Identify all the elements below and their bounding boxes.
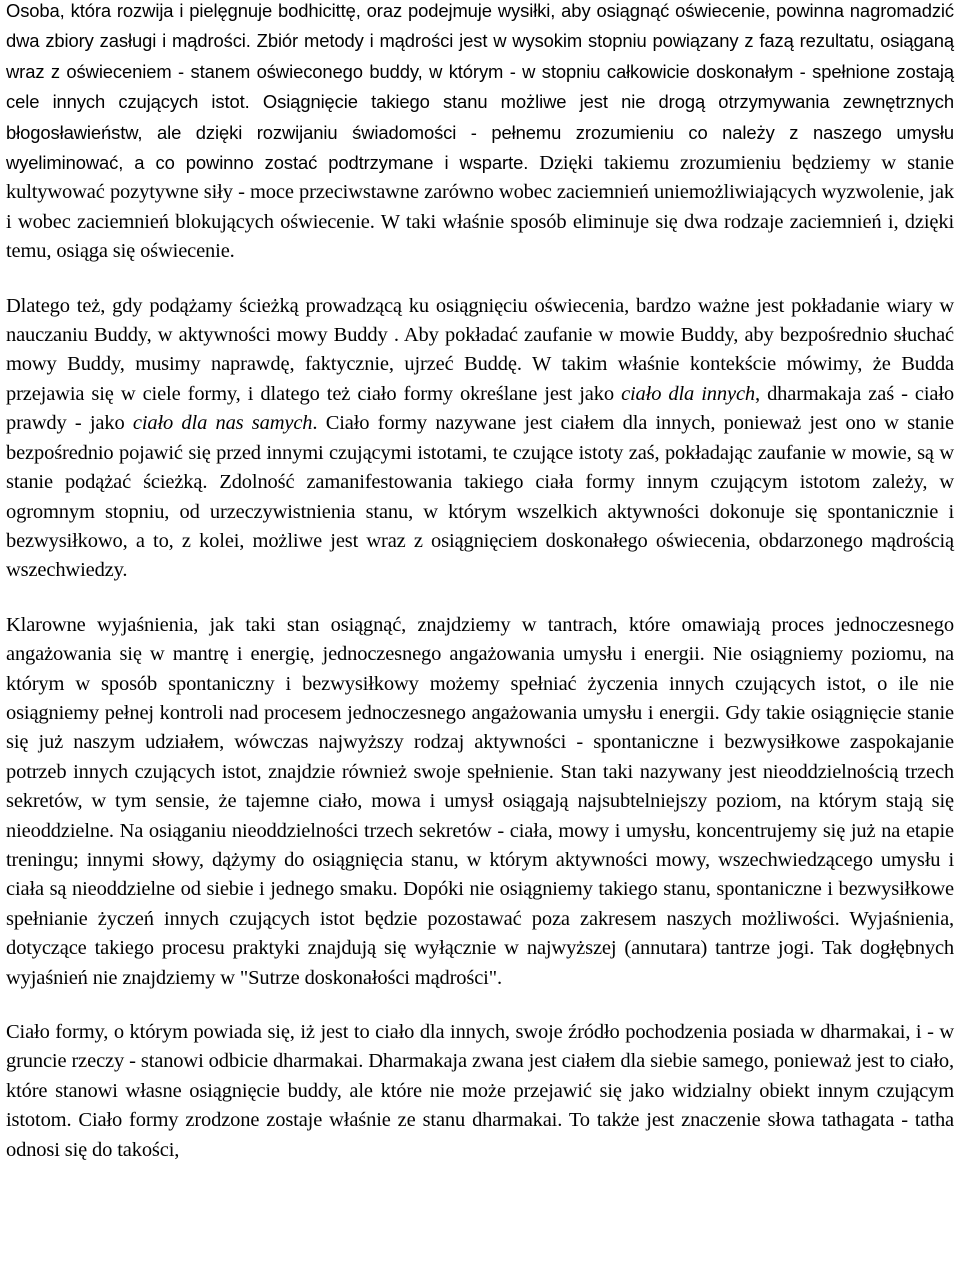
paragraph-2-text-a: Dlatego też, gdy podążamy ścieżką prowadzącą ku osiągnięciu oświecenia, bardzo ważne jest pokładanie wiary w nauczaniu Buddy, w aktywności mowy Buddy . Aby pokładać zaufanie w mowie Buddy, aby bezpośrednio słuchać mowy Buddy, musimy naprawdę, faktycznie, ujrzeć Buddę. W takim właśnie kontekście mówimy, że Budda przejawia się w ciele formy, i dlatego też ciało formy określane jest jako [6, 294, 954, 405]
paragraph-1-text-a: Osoba, która rozwija i pielęgnuje bodhicittę, oraz podejmuje wysiłki, aby osiągnąć oświecenie, powinna nagromadzić dwa zbiory zasługi i mądrości. Zbiór metody i mądrości jest w wysokim stopniu powiązany z fazą rezultatu, osiąganą wraz z oświeceniem - stanem oświeconego buddy, w którym - w stopniu całkowicie doskonałym - spełnione zostają cele innych czujących istot. Osiągnięcie takiego stanu możliwe jest nie drogą otrzymywania zewnętrznych błogosławieństw, ale dzięki rozwijaniu świadomości - pełnemu zrozumieniu co należy z naszego umysłu wyeliminować, a co powinno zostać podtrzymane i wsparte. [6, 0, 954, 174]
paragraph-2-text-b: , dharmakaja zaś - ciało prawdy - jako [6, 382, 954, 435]
paragraph-1-text-b: Dzięki takiemu zrozumieniu będziemy w stanie kultywować pozytywne siły - moce przeciwstawne zarówno wobec zaciemnień uniemożliwiających wyzwolenie, jak i wobec zaciemnień blokujących oświecenie. W taki właśnie sposób eliminuje się dwa rodzaje zaciemnień i, dzięki temu, osiąga się oświecenie. [6, 152, 954, 263]
paragraph-2 [6, 292, 954, 586]
paragraph-2-emphasis-a: ciało dla innych [621, 382, 755, 405]
paragraph-1 [6, 0, 954, 267]
paragraph-2-text-c: . Ciało formy nazywane jest ciałem dla innych, ponieważ jest ono w stanie bezpośrednio pojawić się przed innymi czującymi istotami, te czujące istoty zaś, pokładając zaufanie w mowie, są w stanie podążać ścieżką. Zdolność zamanifestowania takiego ciała formy innym czującym istotom zależy, w ogromnym stopniu, od urzeczywistnienia stanu, w którym wszelkich aktywności dokonuje się spontanicznie i bezwysiłkowo, a to, z kolei, możliwe jest wraz z osiągnięciem doskonałego oświecenia, obdarzonego mądrością wszechwiedzy. [6, 412, 954, 582]
paragraph-2-emphasis-b: ciało dla nas samych [132, 412, 313, 435]
document-page [6, 0, 954, 1165]
paragraph-4 [6, 1018, 954, 1165]
paragraph-3-text: Klarowne wyjaśnienia, jak taki stan osiągnąć, znajdziemy w tantrach, które omawiają proces jednoczesnego angażowania się w mantrę i energię, jednoczesnego angażowania umysłu i energii. Nie osiągniemy poziomu, na którym w sposób spontaniczny i bezwysiłkowy możemy spełniać życzenia innych czujących istot, o ile nie osiągniemy pełnej kontroli nad procesem jednoczesnego angażowania umysłu i energii. Gdy takie osiągnięcie stanie się już naszym udziałem, wówczas najwyższy rodzaj aktywności - spontaniczne i bezwysiłkowe zaspokajanie potrzeb innych czujących istot, znajdzie również swoje spełnienie. Stan taki nazywany jest nieoddzielnością trzech sekretów, w tym sensie, że tajemne ciało, mowa i umysł osiągają najsubtelniejszy poziom, na którym stają się nieoddzielne. Na osiąganiu nieoddzielności trzech sekretów - ciała, mowy i umysłu, koncentrujemy się już na etapie treningu; innymi słowy, dążymy do osiągnięcia stanu, w którym aktywności mowy, wszechwiedzącego umysłu i ciała są nieoddzielne od siebie i jednego smaku. Dopóki nie osiągniemy takiego stanu, spontaniczne i bezwysiłkowe spełnianie życzeń innych czujących istot będzie pozostawać poza zakresem naszych możliwości. Wyjaśnienia, dotyczące takiego procesu praktyki znajdują się wyłącznie w najwyższej (annutara) tantrze jogi. Tak dogłębnych wyjaśnień nie znajdziemy w "Sutrze doskonałości mądrości". [6, 613, 954, 989]
paragraph-3 [6, 611, 954, 993]
paragraph-4-text: Ciało formy, o którym powiada się, iż jest to ciało dla innych, swoje źródło pochodzenia posiada w dharmakai, i - w gruncie rzeczy - stanowi odbicie dharmakai. Dharmakaja zwana jest ciałem dla siebie samego, ponieważ jest to ciało, które stanowi własne osiągnięcie buddy, ale które nie może przejawić się jako widzialny obiekt innym czującym istotom. Ciało formy zrodzone zostaje właśnie ze stanu dharmakai. To także jest znaczenie słowa tathagata - tatha odnosi się do takości, [6, 1021, 954, 1161]
